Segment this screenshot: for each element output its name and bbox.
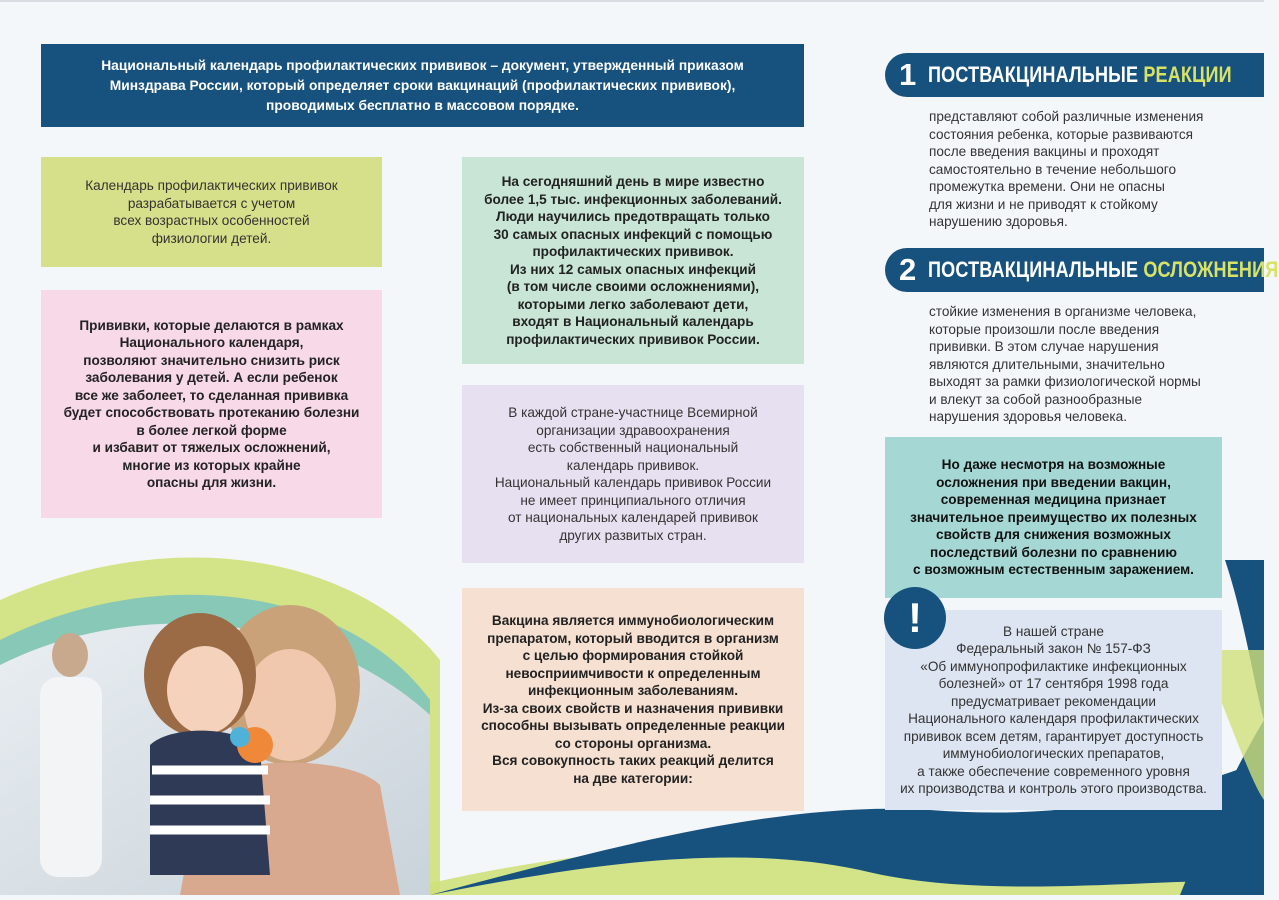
section-text-reactions: представляют собой различные изменения состояния ребенка, которые развиваются после введения вакцины и проходят самостоятельно в течение небольшого промежутка времени. Они не опасны для жизни и не приводят к стойкому нарушению здоровья. xyxy=(929,109,1204,229)
info-box-text: Прививки, которые делаются в рамках Национального календаря, позволяют значительно снизить риск заболевания у детей. А если ребенок все же заболеет, то сделанная прививка будет способствовать протеканию болезни в более легкой форме и избавит от тяжелых осложнений, многие из которых крайне опасны для жизни. xyxy=(63,317,360,490)
info-box-who-countries xyxy=(462,385,804,563)
info-box-vaccination-benefits xyxy=(41,290,382,518)
section-heading-complications xyxy=(885,248,1279,292)
info-box-text: Календарь профилактических прививок разрабатывается с учетом всех возрастных особенностей физиологии детей. xyxy=(85,178,338,246)
info-box-vaccine-definition xyxy=(462,588,804,811)
section-heading-reactions xyxy=(885,53,1264,97)
mother-and-daughter-photo xyxy=(0,555,470,895)
exclamation-icon: ! xyxy=(884,587,946,649)
info-box-text: Вакцина является иммунобиологическим препаратом, который вводится в организм с целью формирования стойкой невосприимчивости к определенным инфекционным заболеваниям. Из-за своих свойств и назначения прививки способны вызывать определенные реакции со стороны организма. Вся совокупность таких реакций делится на две категории: xyxy=(481,613,785,786)
section-title-accent: РЕАКЦИИ xyxy=(1143,62,1232,87)
section-title-accent: ОСЛОЖНЕНИЯ xyxy=(1143,257,1279,282)
info-box-calendar-development xyxy=(41,157,382,267)
info-box-medicine-advantage xyxy=(885,437,1222,598)
info-box-text: На сегодняшний день в мире известно более 1,5 тыс. инфекционных заболеваний. Люди научились предотвращать только 30 самых опасных инфекций с помощью профилактических прививок. Из них 12 самых опасных инфекций (в том числе своими осложнениями), которыми легко заболевают дети, входят в Национальный календарь профилактических прививок России. xyxy=(484,174,782,347)
header-banner xyxy=(41,44,804,127)
info-box-infections-statistics xyxy=(462,157,804,364)
header-text: Национальный календарь профилактических прививок – документ, утвержденный приказом Минздрава России, который определяет сроки вакцинаций (профилактических прививок), проводимых бесплатно в массовом порядке. xyxy=(101,57,744,113)
section-title-main: ПОСТВАКЦИНАЛЬНЫЕ xyxy=(928,257,1139,282)
section-number: 1 xyxy=(899,57,917,92)
info-box-text: В каждой стране-участнице Всемирной организации здравоохранения есть собственный национальный календарь прививок. Национальный календарь прививок России не имеет принципиального отличия от национальных календарей прививок других развитых стран. xyxy=(494,405,772,543)
info-box-text: Но даже несмотря на возможные осложнения при введении вакцин, современная медицина признает значительное преимущество их полезных свойств для снижения возможных последствий болезни по сравнению с возможным естественным заражением. xyxy=(910,457,1197,578)
section-number: 2 xyxy=(899,252,917,287)
section-text-complications: стойкие изменения в организме человека, которые произошли после введения прививки. В этом случае нарушения являются длительными, значительно выходят за рамки физиологической нормы и влекут за собой разнообразные нарушения здоровья человека. xyxy=(929,304,1201,424)
info-box-text: В нашей стране Федеральный закон № 157-ФЗ «Об иммунопрофилактике инфекционных болезней» от 17 сентября 1998 года предусматривает рекомендации Национального календаря профилактических прививок всем детям, гарантирует доступность иммунобиологических препаратов, а также обеспечение современного уровня их производства и контроль этого производства. xyxy=(900,623,1207,796)
section-title xyxy=(928,62,1232,88)
section-title xyxy=(928,257,1278,283)
section-title-main: ПОСТВАКЦИНАЛЬНЫЕ xyxy=(928,62,1139,87)
